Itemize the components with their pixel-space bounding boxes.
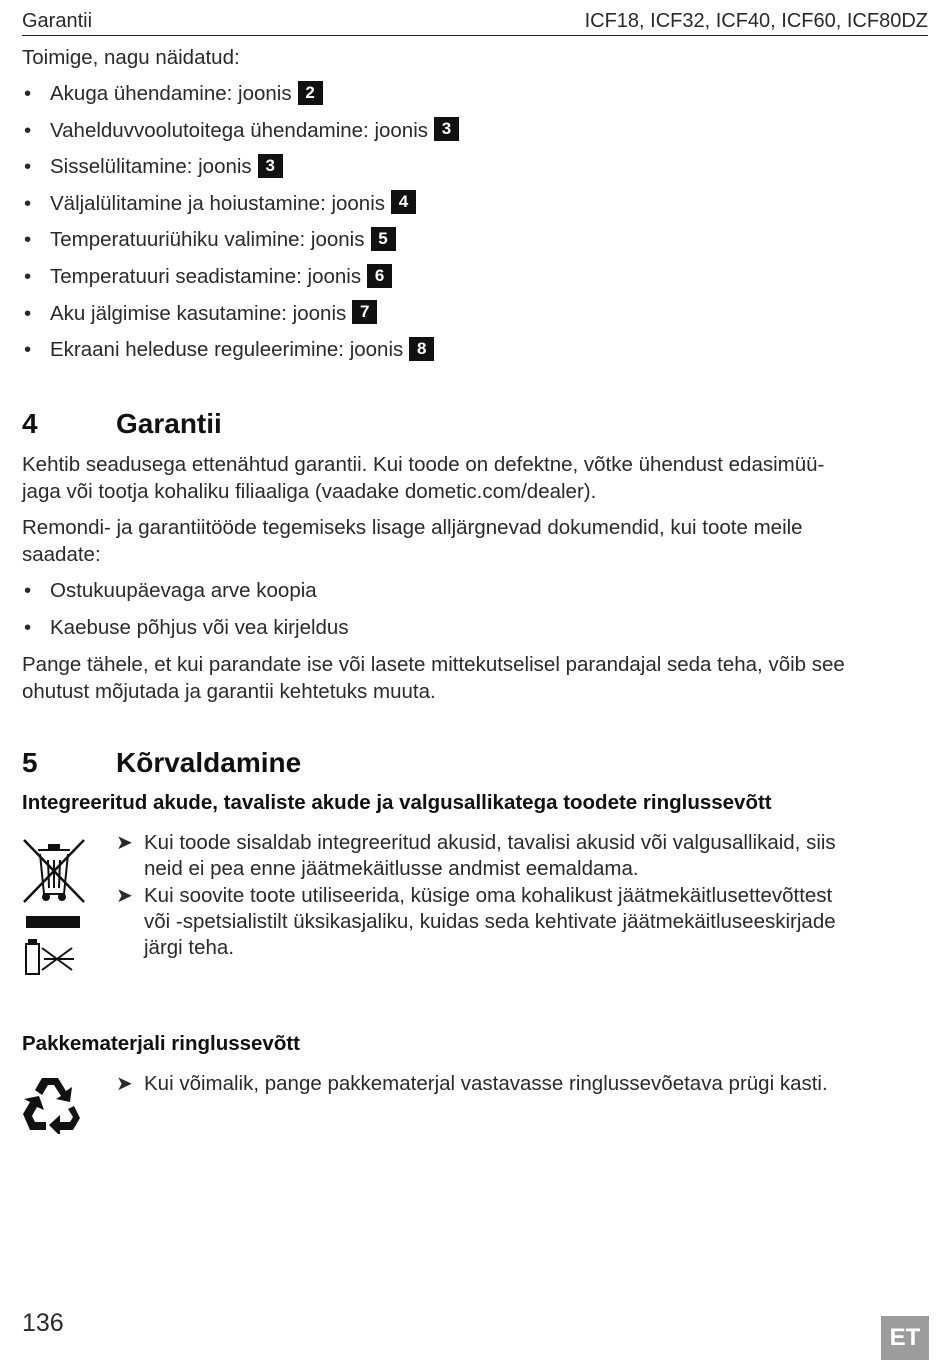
- packaging-recycling-heading: Pakkematerjali ringlussevõtt: [22, 1032, 301, 1055]
- warranty-paragraph-2: [22, 514, 932, 568]
- weee-symbols: [22, 836, 86, 986]
- figure-reference-badge: 5: [371, 227, 396, 251]
- figure-reference-badge: 4: [391, 190, 416, 214]
- list-item-text: Ostukuupäevaga arve koopia: [50, 579, 317, 602]
- bullet: •: [24, 191, 32, 215]
- arrow-icon: ➤: [116, 832, 133, 854]
- bullet: •: [24, 616, 32, 639]
- step-text: Temperatuuriühiku valimine: joonis: [50, 228, 365, 252]
- instruction-line: või -spetsialistilt üksikasjaliku, kuidas seda kehtivate jäätmekäitluseeskirjade: [144, 910, 836, 933]
- warranty-paragraph-3: [22, 651, 937, 705]
- crossed-out-bin-icon: [22, 836, 86, 986]
- figure-reference-badge: 3: [434, 117, 459, 141]
- warranty-paragraph-2-line-2: saadate:: [22, 543, 101, 566]
- warranty-paragraph-3-line-1: Pange tähele, et kui parandate ise või lasete mittekutselisel parandajal seda teha, võib see: [22, 653, 845, 676]
- figure-reference-badge: 6: [367, 264, 392, 288]
- page-number: 136: [22, 1309, 64, 1337]
- bullet: •: [24, 579, 32, 602]
- section-5-number: 5: [22, 747, 38, 778]
- step-item: [22, 80, 928, 117]
- step-text: Väljalülitamine ja hoiustamine: joonis: [50, 191, 386, 215]
- instruction-line: Kui soovite toote utiliseerida, küsige oma kohalikust jäätmekäitlusettevõttest: [144, 884, 833, 907]
- step-item: [22, 300, 928, 337]
- instruction-ask-disposal: [116, 883, 928, 961]
- step-text: Temperatuuri seadistamine: joonis: [50, 264, 362, 288]
- battery-recycling-heading: Integreeritud akude, tavaliste akude ja valgusallikatega toodete ringlussevõtt: [22, 791, 772, 814]
- figure-reference-badge: 2: [298, 81, 323, 105]
- warranty-paragraph-1-line-2: jaga või tootja kohaliku filiaaliga (vaadake dometic.com/dealer).: [22, 480, 597, 503]
- warranty-documents-list: [22, 577, 928, 651]
- arrow-icon: ➤: [116, 885, 133, 907]
- bullet: •: [24, 155, 32, 179]
- instruction-line: neid ei pea enne jäätmekäitlusse andmist eemaldama.: [144, 857, 639, 880]
- bullet: •: [24, 338, 32, 362]
- list-item-text: Kaebuse põhjus või vea kirjeldus: [50, 616, 349, 639]
- intro-text: Toimige, nagu näidatud:: [22, 46, 240, 69]
- step-item: [22, 263, 928, 300]
- instruction-text: [116, 830, 928, 882]
- page-header: [22, 7, 928, 36]
- header-model-list: ICF18, ICF32, ICF40, ICF60, ICF80DZ: [584, 9, 928, 32]
- warranty-paragraph-1-line-1: Kehtib seadusega ettenähtud garantii. Kui toode on defektne, võtke ühendust edasimüü-: [22, 453, 825, 476]
- section-4-title: Garantii: [116, 408, 222, 439]
- instruction-keep-batteries: [116, 830, 928, 882]
- language-badge: ET: [881, 1316, 929, 1360]
- step-text: Sisselülitamine: joonis: [50, 155, 252, 179]
- instruction-line: järgi teha.: [144, 936, 235, 959]
- section-5-title: Kõrvaldamine: [116, 747, 302, 778]
- step-item: [22, 117, 928, 154]
- instruction-text: Kui võimalik, pange pakkematerjal vastavasse ringlussevõetava prügi kasti.: [144, 1072, 828, 1095]
- arrow-icon: ➤: [116, 1073, 133, 1095]
- bullet: •: [24, 301, 32, 325]
- warranty-paragraph-3-line-2: ohutust mõjutada ja garantii kehtetuks muuta.: [22, 680, 436, 703]
- step-text: Vahelduvvoolutoitega ühendamine: joonis: [50, 118, 429, 142]
- figure-reference-badge: 8: [409, 337, 434, 361]
- warranty-paragraph-2-line-1: Remondi- ja garantiitööde tegemiseks lisage alljärgnevad dokumendid, kui toote meile: [22, 516, 803, 539]
- bullet: •: [24, 118, 32, 142]
- figure-reference-badge: 7: [352, 300, 377, 324]
- list-item: [22, 577, 928, 614]
- bullet: •: [24, 82, 32, 105]
- instruction-line: Kui toode sisaldab integreeritud akusid, tavalisi akusid või valgusallikaid, siis: [144, 831, 836, 854]
- recycle-icon: [20, 1074, 82, 1134]
- bullet: •: [24, 228, 32, 252]
- section-4-number: 4: [22, 408, 38, 439]
- figure-reference-badge: 3: [258, 154, 283, 178]
- step-text: Ekraani heleduse reguleerimine: joonis: [50, 338, 404, 362]
- instruction-packaging: [116, 1071, 928, 1097]
- step-item: [22, 226, 928, 263]
- instruction-text: [116, 883, 928, 961]
- steps-list: [22, 80, 928, 373]
- list-item: [22, 614, 928, 651]
- header-section-title: Garantii: [22, 9, 93, 32]
- step-item: [22, 336, 928, 373]
- step-text: Akuga ühendamine: joonis: [50, 82, 292, 105]
- step-item: [22, 153, 928, 190]
- step-text: Aku jälgimise kasutamine: joonis: [50, 301, 347, 325]
- warranty-paragraph-1: [22, 451, 932, 505]
- step-item: [22, 190, 928, 227]
- bullet: •: [24, 264, 32, 288]
